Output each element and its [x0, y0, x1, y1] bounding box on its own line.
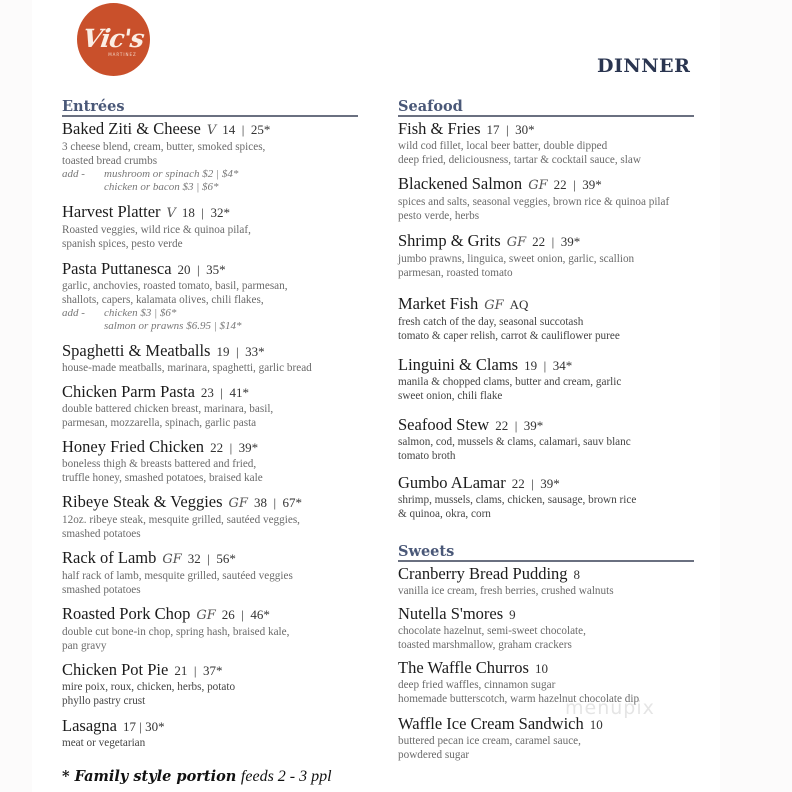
menu-item-description: parmesan, roasted tomato [398, 267, 513, 279]
menu-item [398, 231, 694, 280]
menu-item-price: 17 | 30* [486, 122, 535, 137]
menu-item-description: 3 cheese blend, cream, butter, smoked spices, [62, 141, 266, 153]
menu-item-name: The Waffle Churros [398, 658, 529, 677]
menu-item [398, 564, 694, 598]
menu-item-description: & quinoa, okra, corn [398, 508, 491, 520]
menu-item-description: meat or vegetarian [62, 737, 146, 749]
menu-item-title-line [398, 415, 694, 435]
menu-item-price: AQ [509, 297, 529, 312]
gluten-free-badge: GF [162, 552, 182, 567]
menu-item-description: toasted marshmallow, graham crackers [398, 639, 572, 651]
add-on-option: chicken $3 | $6* [104, 307, 177, 319]
menu-item-name: Blackened Salmon [398, 174, 523, 193]
menu-item-price: 38 | 67* [253, 495, 303, 510]
menu-item [398, 415, 694, 463]
restaurant-logo [77, 3, 150, 76]
menu-item-description: homemade butterscotch, warm hazelnut chocolate dip [398, 693, 640, 705]
menu-item-description: double battered chicken breast, marinara, basil, [62, 403, 274, 415]
menu-item-title-line [62, 437, 358, 457]
gluten-free-badge: GF [484, 298, 504, 313]
menu-item-description: shallots, capers, kalamata olives, chili flakes, [62, 294, 264, 306]
menu-item-price: 17 | 30* [122, 719, 165, 734]
menu-item-name: Fish & Fries [398, 119, 481, 138]
menu-item-description: vanilla ice cream, fresh berries, crushed walnuts [398, 585, 614, 597]
menu-item-description: tomato & caper relish, carrot & cauliflower puree [398, 330, 620, 342]
vegetarian-badge: V [166, 206, 176, 221]
menu-item-name: Chicken Parm Pasta [62, 382, 195, 401]
menu-item-title-line [398, 355, 694, 375]
menu-item-description: buttered pecan ice cream, caramel sauce, [398, 735, 581, 747]
add-on-row [62, 181, 358, 194]
menu-item-title-line [398, 174, 694, 195]
menu-item-title-line [62, 259, 358, 279]
menu-item [62, 660, 358, 708]
add-on-row [62, 307, 358, 320]
menu-item-price: 26 | 46* [221, 607, 270, 622]
menu-item-title-line [398, 473, 694, 493]
section-heading-entrees: Entrées [62, 98, 358, 117]
page-title: DINNER [597, 55, 691, 77]
sweets-list [398, 564, 694, 762]
menu-item-description: parmesan, mozzarella, spinach, garlic pasta [62, 417, 257, 429]
menu-item-price: 19 | 33* [216, 344, 265, 359]
menu-item-price: 22 | 39* [553, 177, 602, 192]
menu-item-name: Nutella S'mores [398, 604, 504, 623]
menu-item-name: Spaghetti & Meatballs [62, 341, 211, 360]
menu-item [62, 548, 358, 597]
menu-item-description: double cut bone-in chop, spring hash, braised kale, [62, 626, 290, 638]
section-heading-seafood: Seafood [398, 98, 694, 117]
footnote-rest: feeds 2 - 3 ppl [240, 768, 332, 785]
menu-item-price: 14 | 25* [222, 122, 271, 137]
menu-item-price: 22 | 39* [210, 440, 259, 455]
menu-item-title-line [398, 231, 694, 252]
menu-item-description: phyllo pastry crust [62, 695, 146, 707]
menu-item-title-line [398, 294, 694, 315]
add-on-option: chicken or bacon $3 | $6* [104, 181, 219, 193]
menu-item-description: tomato broth [398, 450, 456, 462]
logo-subtitle: MARTINEZ [108, 52, 137, 57]
menu-item-price: 8 [573, 567, 581, 582]
menu-item [398, 174, 694, 223]
menu-item-title-line [62, 660, 358, 680]
menu-item [62, 604, 358, 653]
menu-item [62, 119, 358, 194]
menu-item-description: house-made meatballs, marinara, spaghetti, garlic bread [62, 362, 312, 374]
menu-item-description: garlic, anchovies, roasted tomato, basil, parmesan, [62, 280, 288, 292]
menu-item [62, 492, 358, 541]
page-margin-right [720, 0, 792, 792]
menu-item-name: Seafood Stew [398, 415, 490, 434]
menu-item [62, 202, 358, 251]
menu-item-name: Waffle Ice Cream Sandwich [398, 714, 584, 733]
menu-item-price: 21 | 37* [174, 663, 223, 678]
menu-item-name: Ribeye Steak & Veggies [62, 492, 223, 511]
add-on-label [62, 181, 104, 194]
menu-item-description: fresh catch of the day, seasonal succotash [398, 316, 584, 328]
menu-item-price: 9 [509, 607, 516, 622]
menu-item-description: sweet onion, chili flake [398, 390, 503, 402]
menu-item-title-line [398, 604, 694, 624]
add-on-label [62, 320, 104, 333]
entrees-list [62, 119, 358, 750]
menu-item [398, 119, 694, 167]
menu-item-price: 20 | 35* [177, 262, 226, 277]
menu-item [62, 437, 358, 485]
add-on-option: mushroom or spinach $2 | $4* [104, 168, 239, 180]
menu-item-description: smashed potatoes [62, 528, 141, 540]
add-on-option: salmon or prawns $6.95 | $14* [104, 320, 242, 332]
menu-item-description: 12oz. ribeye steak, mesquite grilled, sautéed veggies, [62, 514, 300, 526]
menu-item-name: Honey Fried Chicken [62, 437, 205, 456]
menu-item-description: shrimp, mussels, clams, chicken, sausage, brown rice [398, 494, 637, 506]
menu-item-name: Harvest Platter [62, 202, 161, 221]
menu-item-title-line [62, 202, 358, 223]
add-on-label: add - [62, 307, 85, 319]
right-column [398, 98, 694, 762]
footnote-bold: * Family style portion [62, 768, 237, 785]
add-on-row [62, 320, 358, 333]
logo-script: Vic's [81, 24, 146, 53]
menu-item-description: chocolate hazelnut, semi-sweet chocolate, [398, 625, 586, 637]
menu-item-description: deep fried waffles, cinnamon sugar [398, 679, 556, 691]
menu-item-name: Chicken Pot Pie [62, 660, 169, 679]
menu-item-description: pan gravy [62, 640, 107, 652]
menu-item-title-line [398, 119, 694, 139]
vegetarian-badge: V [206, 123, 217, 138]
menu-item [398, 355, 694, 403]
menu-item-title-line [62, 492, 358, 513]
menu-item-description: spices and salts, seasonal veggies, brown rice & quinoa pilaf [398, 196, 670, 208]
menu-item-name: Roasted Pork Chop [62, 604, 191, 623]
menu-item [398, 714, 694, 762]
menu-item-description: toasted bread crumbs [62, 155, 158, 167]
page-margin-left [0, 0, 32, 792]
menu-item-price: 18 | 32* [181, 205, 231, 220]
add-on-label: add - [62, 168, 85, 180]
menu-item-name: Market Fish [398, 294, 479, 313]
menu-item-description: truffle honey, smashed potatoes, braised kale [62, 472, 263, 484]
menu-item-description: boneless thigh & breasts battered and fried, [62, 458, 257, 470]
menu-item-title-line [62, 119, 358, 140]
section-heading-sweets: Sweets [398, 543, 694, 562]
menu-item-title-line [62, 716, 358, 736]
menu-item-price: 22 | 39* [495, 418, 544, 433]
gluten-free-badge: GF [528, 178, 548, 193]
menu-item-price: 19 | 34* [524, 358, 573, 373]
menu-item-description: wild cod fillet, local beer batter, double dipped [398, 140, 608, 152]
menu-item-name: Pasta Puttanesca [62, 259, 172, 278]
menu-item-title-line [62, 382, 358, 402]
menu-item-title-line [62, 341, 358, 361]
seafood-list [398, 119, 694, 521]
menu-item-price: 10 [534, 661, 548, 676]
menu-item-name: Linguini & Clams [398, 355, 519, 374]
family-style-footnote [62, 768, 332, 786]
menu-item-name: Gumbo ALamar [398, 473, 506, 492]
gluten-free-badge: GF [506, 235, 527, 250]
menu-item [398, 604, 694, 652]
menu-item [62, 341, 358, 375]
menu-item-price: 10 [589, 717, 603, 732]
menu-item [398, 294, 694, 343]
menu-item-description: half rack of lamb, mesquite grilled, sautéed veggies [62, 570, 293, 582]
menu-item-name: Cranberry Bread Pudding [398, 564, 568, 583]
menu-item-description: manila & chopped clams, butter and cream, garlic [398, 376, 622, 388]
menu-item-name: Shrimp & Grits [398, 231, 501, 250]
menu-item [62, 382, 358, 430]
menu-item-title-line [62, 604, 358, 625]
menu-item-price: 22 | 39* [511, 476, 560, 491]
menu-item-price: 22 | 39* [532, 234, 581, 249]
menu-item-description: spanish spices, pesto verde [62, 238, 183, 250]
menu-item-description: deep fried, deliciousness, tartar & cocktail sauce, slaw [398, 154, 641, 166]
menu-item-name: Rack of Lamb [62, 548, 157, 567]
menu-item-title-line [398, 658, 694, 678]
menu-item-description: salmon, cod, mussels & clams, calamari, sauv blanc [398, 436, 631, 448]
entrees-column [62, 98, 358, 757]
menu-item [398, 473, 694, 521]
add-on-row [62, 168, 358, 181]
menu-item-price: 32 | 56* [187, 551, 236, 566]
gluten-free-badge: GF [228, 496, 248, 511]
menu-item-description: mire poix, roux, chicken, herbs, potato [62, 681, 236, 693]
menu-item-description: pesto verde, herbs [398, 210, 480, 222]
gluten-free-badge: GF [196, 608, 216, 623]
menu-item-description: Roasted veggies, wild rice & quinoa pilaf, [62, 224, 251, 236]
menu-item-description: powdered sugar [398, 749, 470, 761]
menu-item-name: Baked Ziti & Cheese [62, 119, 201, 138]
menu-item-price: 23 | 41* [200, 385, 250, 400]
menu-item-title-line [62, 548, 358, 569]
menu-item-description: jumbo prawns, linguica, sweet onion, garlic, scallion [398, 253, 635, 265]
menu-item-name: Lasagna [62, 716, 117, 735]
menu-item-title-line [398, 564, 694, 584]
menu-item [62, 259, 358, 333]
menu-item [62, 716, 358, 750]
menu-item-description: smashed potatoes [62, 584, 141, 596]
watermark: menupix [565, 697, 655, 719]
